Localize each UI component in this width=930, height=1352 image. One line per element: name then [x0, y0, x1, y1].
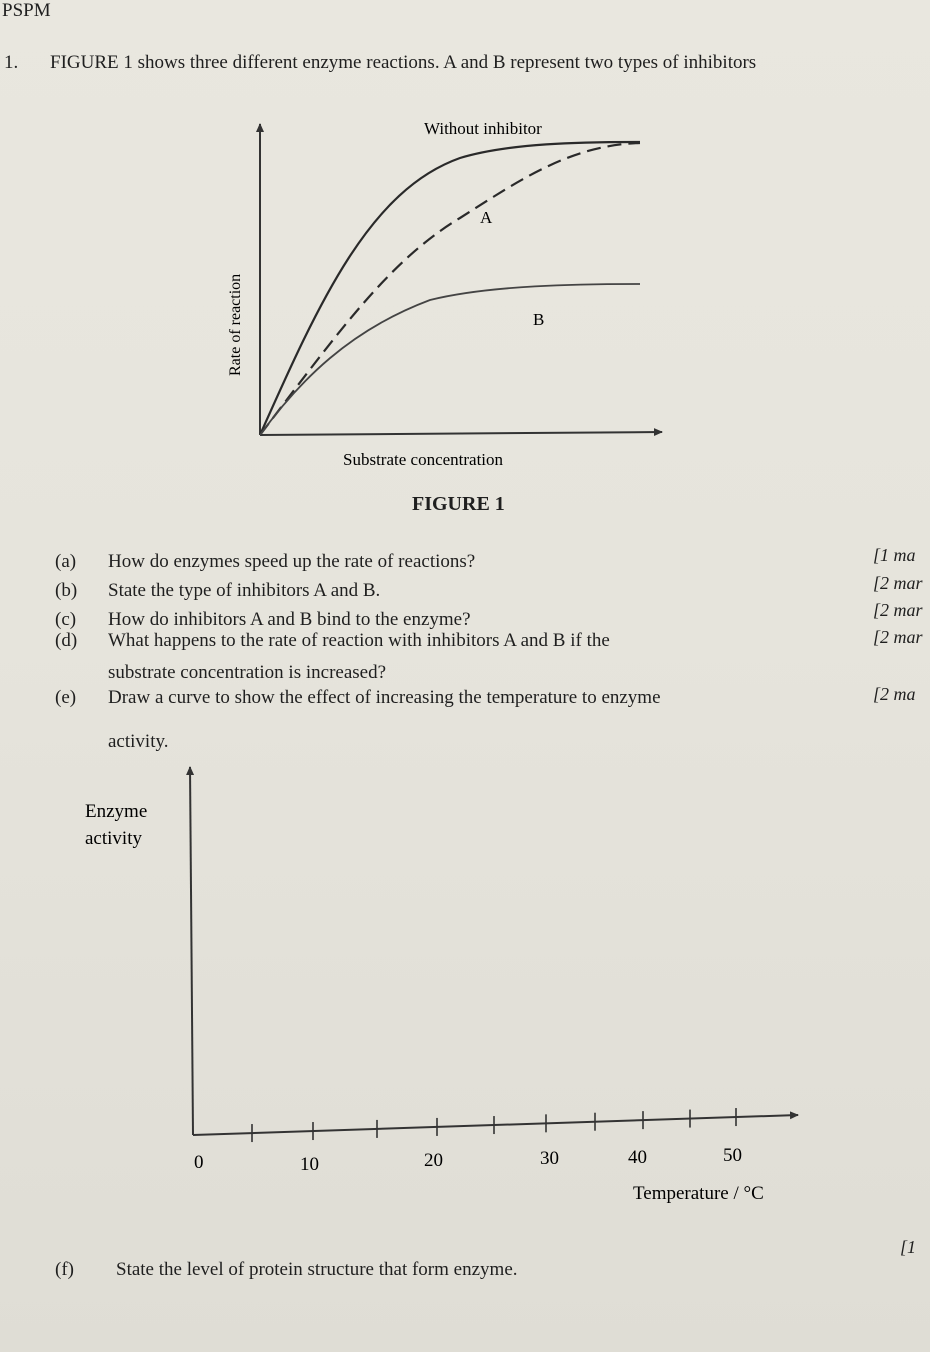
part-b-text: State the type of inhibitors A and B. — [108, 580, 381, 601]
question-stem: FIGURE 1 shows three different enzyme reactions. A and B represent two types of inhibitors — [50, 52, 757, 73]
temperature-graph-axes — [80, 765, 820, 1210]
part-a-marks: [1 ma — [873, 545, 916, 565]
part-d-marks: [2 mar — [873, 627, 923, 647]
curve-label-without-inhibitor: Without inhibitor — [424, 119, 542, 138]
tick-label-30: 30 — [540, 1148, 559, 1169]
curve-inhibitor-a — [260, 143, 640, 435]
x-axis — [260, 432, 662, 435]
part-a-text: How do enzymes speed up the rate of reactions? — [108, 551, 476, 572]
figure-1-caption: FIGURE 1 — [412, 493, 505, 515]
tick-label-0: 0 — [194, 1152, 204, 1173]
page-header: PSPM — [2, 0, 51, 21]
x-axis — [193, 1115, 798, 1135]
part-c-marks: [2 mar — [873, 600, 923, 620]
tick-label-40: 40 — [628, 1147, 647, 1168]
y-axis-label-line1: Enzyme — [85, 801, 148, 822]
tick-label-20: 20 — [424, 1150, 443, 1171]
x-axis-label: Temperature / °C — [633, 1183, 764, 1204]
curve-without-inhibitor — [260, 142, 640, 435]
part-f-text: State the level of protein structure that form enzyme. — [116, 1259, 518, 1280]
tick-label-50: 50 — [723, 1145, 742, 1166]
y-axis — [190, 767, 193, 1135]
question-number: 1. — [4, 52, 19, 73]
y-axis-label-line2: activity — [85, 828, 142, 849]
part-b-marks: [2 mar — [873, 573, 923, 593]
figure-1-graph — [200, 110, 680, 475]
tick-label-10: 10 — [300, 1154, 319, 1175]
part-f-marks: [1 — [900, 1237, 917, 1257]
part-a-label: (a) — [55, 551, 77, 572]
part-e-label: (e) — [55, 687, 77, 708]
part-f-label: (f) — [55, 1259, 74, 1280]
part-d-label: (d) — [55, 630, 78, 651]
fig1-x-axis-label: Substrate concentration — [343, 450, 504, 469]
fig1-y-axis-label: Rate of reaction — [227, 273, 244, 376]
part-d-text-line1: What happens to the rate of reaction with inhibitors A and B if the — [108, 630, 610, 651]
curve-label-b: B — [533, 310, 545, 329]
part-c-label: (c) — [55, 609, 77, 630]
part-e-text-line2: activity. — [108, 731, 169, 752]
curve-label-a: A — [480, 208, 493, 227]
part-b-label: (b) — [55, 580, 78, 601]
part-e-text-line1: Draw a curve to show the effect of increasing the temperature to enzyme — [108, 687, 661, 708]
part-c-text: How do inhibitors A and B bind to the enzyme? — [108, 609, 471, 630]
part-e-marks: [2 ma — [873, 684, 916, 704]
part-d-text-line2: substrate concentration is increased? — [108, 662, 387, 683]
